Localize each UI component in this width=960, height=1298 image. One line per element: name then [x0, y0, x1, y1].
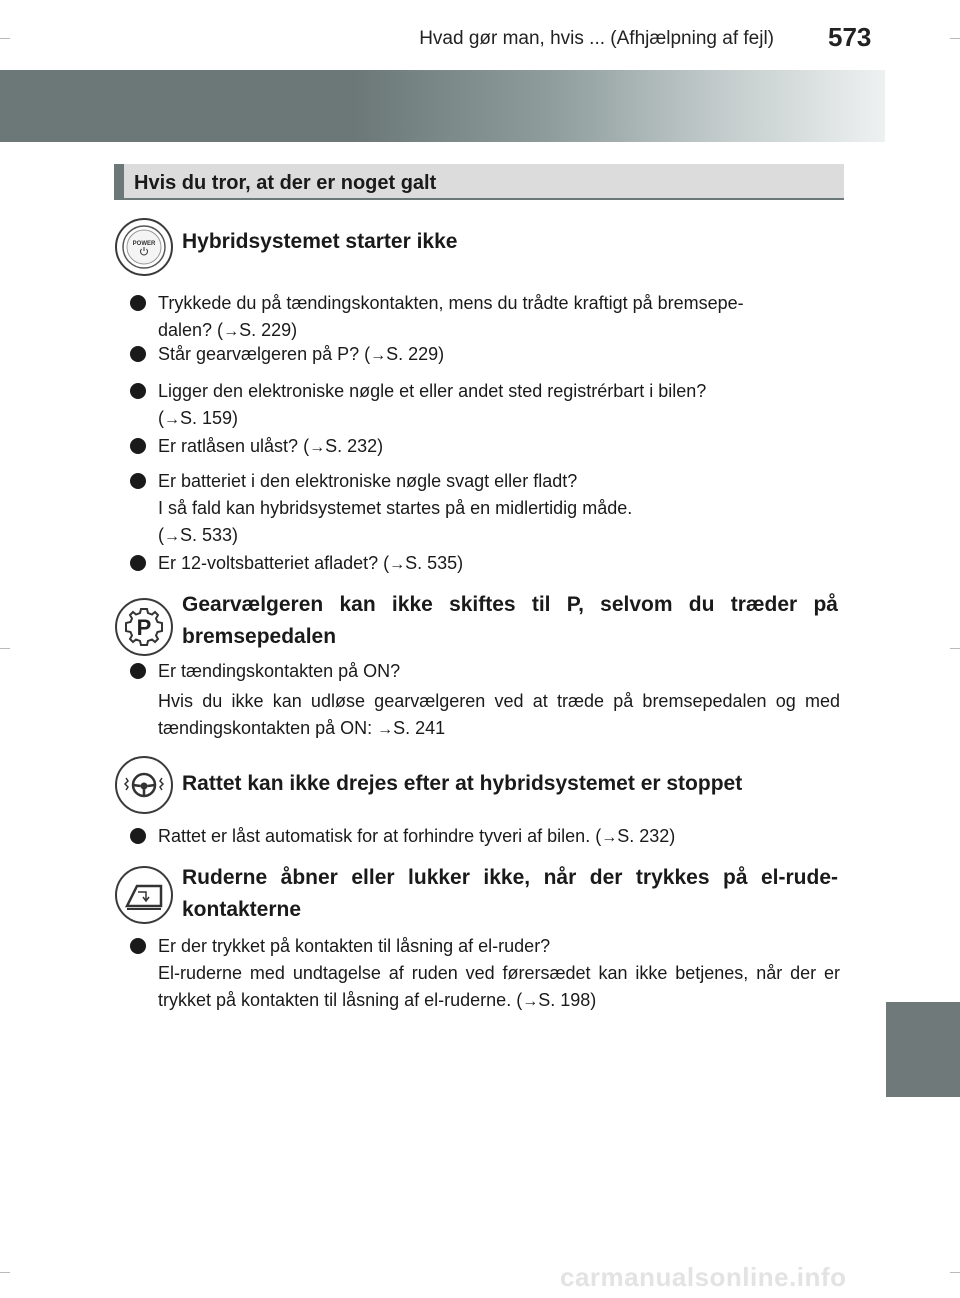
page-header: [0, 0, 960, 60]
page-reference-link[interactable]: S. 232): [617, 826, 676, 846]
header-band: [0, 70, 885, 142]
list-item-line: Er 12-voltsbatteriet afladet? (: [158, 553, 390, 573]
arrow-icon: →: [223, 323, 240, 340]
section-heading: [114, 164, 844, 200]
gear-p-icon: [115, 598, 173, 656]
arrow-icon: →: [522, 993, 539, 1010]
list-item-line: Er ratlåsen ulåst? (: [158, 436, 310, 456]
chapter-tab: [886, 1002, 960, 1097]
list-item-text: [158, 433, 840, 461]
note-text: [158, 688, 840, 743]
list-item-text: [158, 378, 840, 433]
bullet-icon: [130, 346, 146, 362]
list-item-line: I så fald kan hybridsystemet startes på en midlertidig måde.: [158, 498, 633, 518]
crop-mark: [950, 38, 960, 39]
bullet-icon: [130, 295, 146, 311]
subheading-hybrid-not-starting: Hybridsystemet starter ikke: [182, 230, 458, 253]
page-reference-link[interactable]: S. 159): [180, 408, 239, 428]
watermark: carmanualsonline.info: [560, 1262, 847, 1292]
page-reference-link[interactable]: S. 229): [239, 320, 298, 340]
page-reference-link[interactable]: S. 232): [325, 436, 384, 456]
bullet-icon: [130, 383, 146, 399]
list-item-text: [158, 468, 840, 550]
list-item-line: El-ruderne med undtagelse af ruden ved førersædet kan ikke betjenes, når der er trykket på kontakten til låsning af el-ruderne. (: [158, 963, 840, 1010]
section-heading-label: Hvis du tror, at der er noget galt: [134, 172, 437, 194]
window-switch-icon: [115, 866, 173, 924]
crop-mark: [950, 648, 960, 649]
subheading-windows-not-working: Ruderne åbner eller lukker ikke, når der trykkes på el-rude-kontakterne: [182, 866, 838, 921]
list-item-line: dalen? (: [158, 320, 224, 340]
page-reference-link[interactable]: S. 198): [538, 990, 597, 1010]
arrow-icon: →: [370, 347, 387, 364]
note-line: Hvis du ikke kan udløse gearvælgeren ved at træde på bremsepedalen og med tændingskontakten på ON:: [158, 691, 840, 738]
list-item-text: [158, 933, 840, 1015]
list-item-line: Er batteriet i den elektroniske nøgle svagt eller fladt?: [158, 471, 578, 491]
crop-mark: [0, 38, 10, 39]
page-reference-link[interactable]: S. 229): [386, 344, 445, 364]
list-item-line: Er der trykket på kontakten til låsning af el-ruder?: [158, 936, 551, 956]
page-reference-link[interactable]: S. 533): [180, 525, 239, 545]
list-item-text: Er tændingskontakten på ON?: [158, 661, 401, 681]
section-heading-accent: [114, 164, 124, 198]
gear-p-icon-label: P: [136, 615, 152, 640]
list-item-line: (: [158, 525, 164, 545]
arrow-icon: →: [309, 439, 326, 456]
header-title: Hvad gør man, hvis ... (Afhjælpning af fejl): [419, 28, 774, 49]
power-icon-label: POWER: [132, 241, 156, 247]
list-item-line: Ligger den elektroniske nøgle et eller andet sted registrérbart i bilen?: [158, 381, 707, 401]
subheading-gear-not-shifting: Gearvælgeren kan ikke skiftes til P, selvom du træder på bremsepedalen: [182, 593, 838, 648]
bullet-icon: [130, 828, 146, 844]
list-item-text: [158, 290, 840, 345]
arrow-icon: →: [164, 411, 180, 428]
list-item-text: [158, 550, 840, 578]
bullet-icon: [130, 555, 146, 571]
bullet-icon: [130, 938, 146, 954]
page-number: 573: [828, 22, 872, 52]
list-item-line: (: [158, 408, 164, 428]
crop-mark: [0, 648, 10, 649]
subheading-steering-locked: Rattet kan ikke drejes efter at hybridsystemet er stoppet: [182, 772, 743, 795]
power-button-icon: [115, 218, 173, 276]
steering-lock-icon: [115, 756, 173, 814]
crop-mark: [950, 1272, 960, 1273]
bullet-icon: [130, 438, 146, 454]
bullet-icon: [130, 473, 146, 489]
list-item-line: Står gearvælgeren på P? (: [158, 344, 371, 364]
arrow-icon: →: [601, 829, 618, 846]
list-item-line: Trykkede du på tændingskontakten, mens du trådte kraftigt på bremsepe-: [158, 293, 744, 313]
arrow-icon: →: [377, 721, 394, 738]
bullet-icon: [130, 663, 146, 679]
page-reference-link[interactable]: S. 535): [405, 553, 464, 573]
page-reference-link[interactable]: S. 241: [393, 718, 446, 738]
list-item-text: [158, 823, 840, 851]
list-item-line: Rattet er låst automatisk for at forhindre tyveri af bilen. (: [158, 826, 602, 846]
arrow-icon: →: [164, 528, 180, 545]
arrow-icon: →: [389, 556, 406, 573]
crop-mark: [0, 1272, 10, 1273]
list-item-text: [158, 341, 840, 369]
